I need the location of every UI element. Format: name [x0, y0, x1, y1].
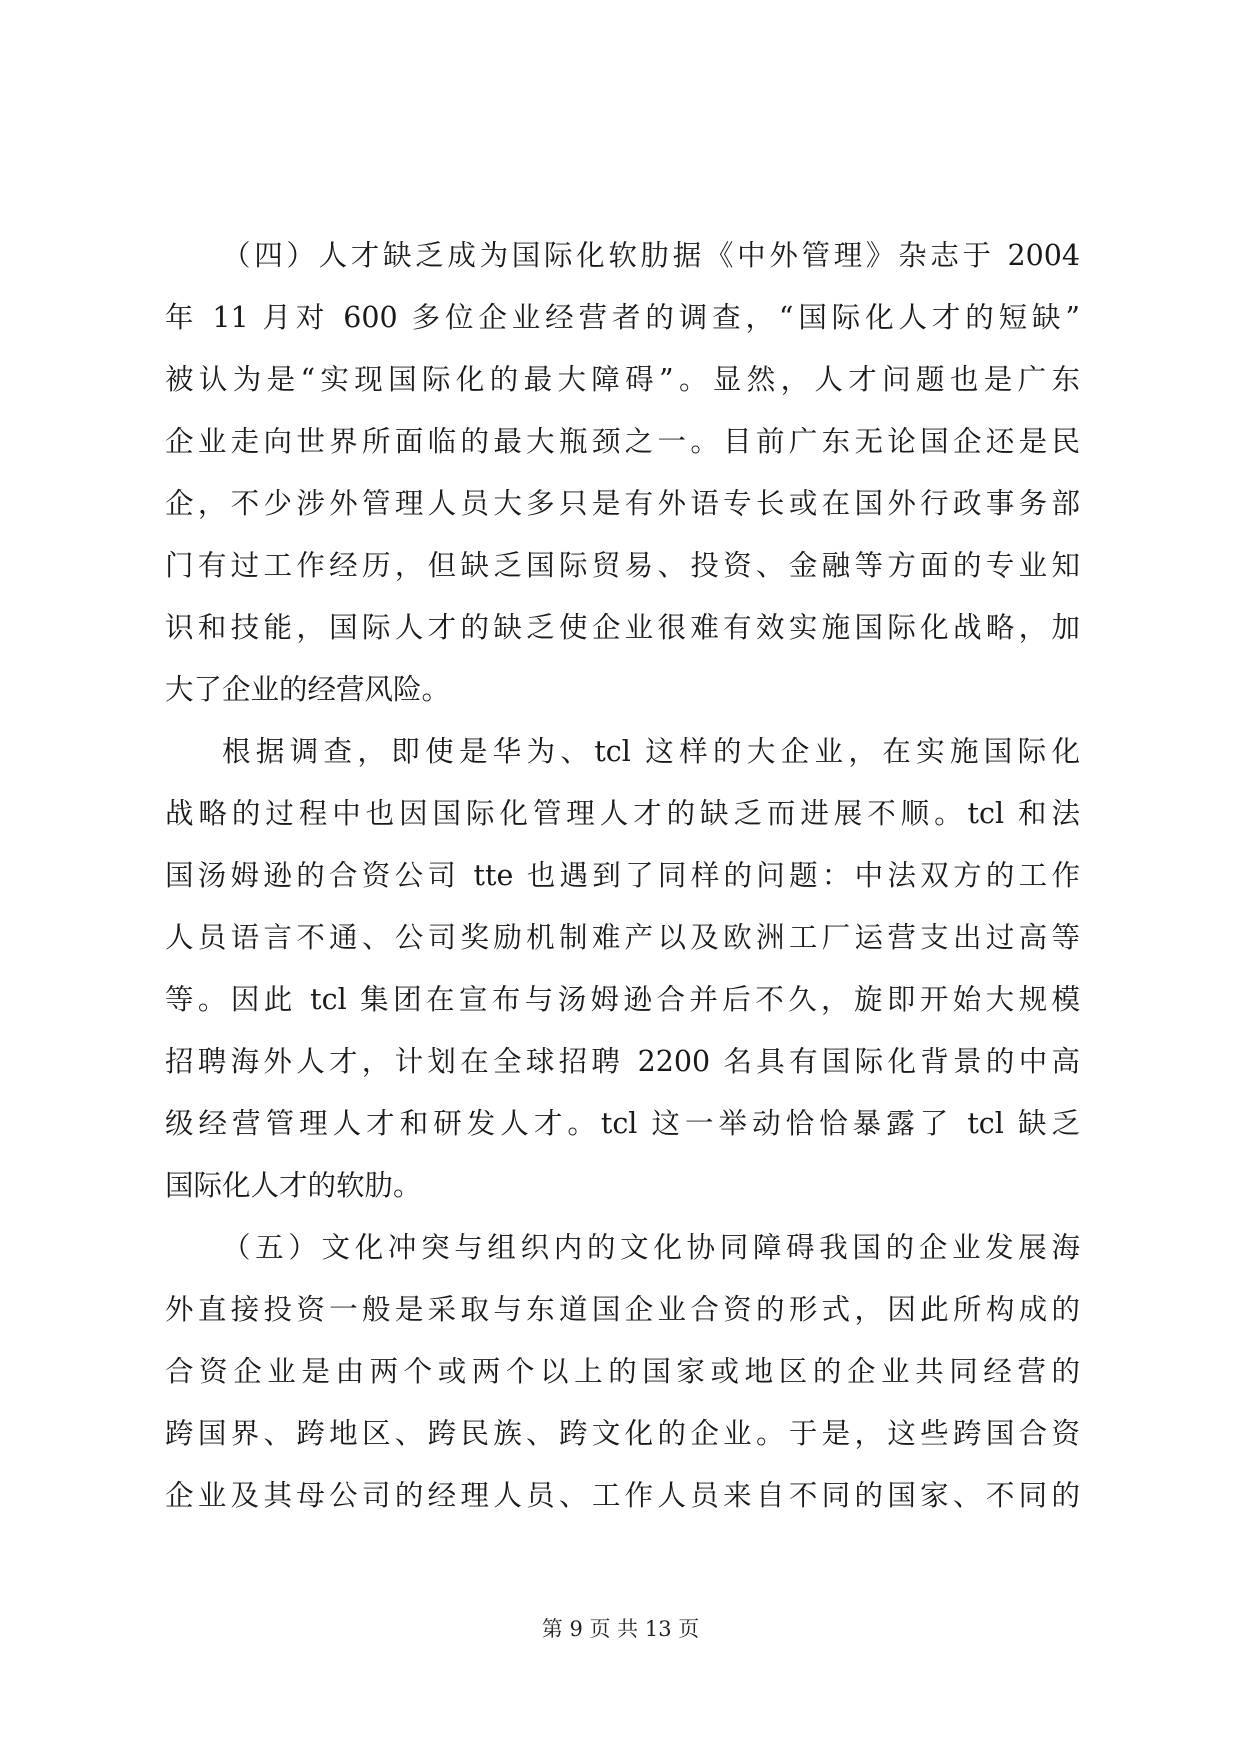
text-line: 跨国界、跨地区、跨民族、跨文化的企业。于是，这些跨国合资 [165, 1417, 1080, 1450]
text-line: 国际化人才的软肋。 [165, 1169, 422, 1202]
text-line: 国汤姆逊的合资公司 tte 也遇到了同样的问题：中法双方的工作 [165, 859, 1080, 892]
paragraph-cultural-conflict [165, 1217, 1080, 1527]
paragraph-talent-shortage [165, 225, 1080, 721]
page-number-footer: 第 9 页 共 13 页 [541, 1617, 700, 1641]
text-line: 等。因此 tcl 集团在宣布与汤姆逊合并后不久，旋即开始大规模 [165, 983, 1080, 1016]
text-line: 年 11 月对 600 多位企业经营者的调查，“国际化人才的短缺” [165, 301, 1080, 334]
document-body [165, 225, 1080, 1527]
text-line: 企，不少涉外管理人员大多只是有外语专长或在国外行政事务部 [165, 487, 1080, 520]
text-line: （五）文化冲突与组织内的文化协同障碍我国的企业发展海 [222, 1231, 1080, 1264]
text-line: 企业走向世界所面临的最大瓶颈之一。目前广东无论国企还是民 [165, 425, 1080, 458]
text-line: （四）人才缺乏成为国际化软肋据《中外管理》杂志于 2004 [222, 239, 1080, 272]
text-line: 企业及其母公司的经理人员、工作人员来自不同的国家、不同的 [165, 1479, 1080, 1512]
text-line: 大了企业的经营风险。 [165, 673, 451, 706]
paragraph-tcl-survey [165, 721, 1080, 1217]
text-line: 门有过工作经历，但缺乏国际贸易、投资、金融等方面的专业知 [165, 549, 1080, 582]
text-line: 合资企业是由两个或两个以上的国家或地区的企业共同经营的 [165, 1355, 1080, 1388]
text-line: 根据调查，即使是华为、tcl 这样的大企业，在实施国际化 [222, 735, 1080, 768]
text-line: 外直接投资一般是采取与东道国企业合资的形式，因此所构成的 [165, 1293, 1080, 1326]
text-line: 人员语言不通、公司奖励机制难产以及欧洲工厂运营支出过高等 [165, 921, 1080, 954]
text-line: 级经营管理人才和研发人才。tcl 这一举动恰恰暴露了 tcl 缺乏 [165, 1107, 1080, 1140]
text-line: 战略的过程中也因国际化管理人才的缺乏而进展不顺。tcl 和法 [165, 797, 1080, 830]
text-line: 招聘海外人才，计划在全球招聘 2200 名具有国际化背景的中高 [165, 1045, 1080, 1078]
text-line: 被认为是“实现国际化的最大障碍”。显然，人才问题也是广东 [165, 363, 1080, 396]
text-line: 识和技能，国际人才的缺乏使企业很难有效实施国际化战略，加 [165, 611, 1080, 644]
